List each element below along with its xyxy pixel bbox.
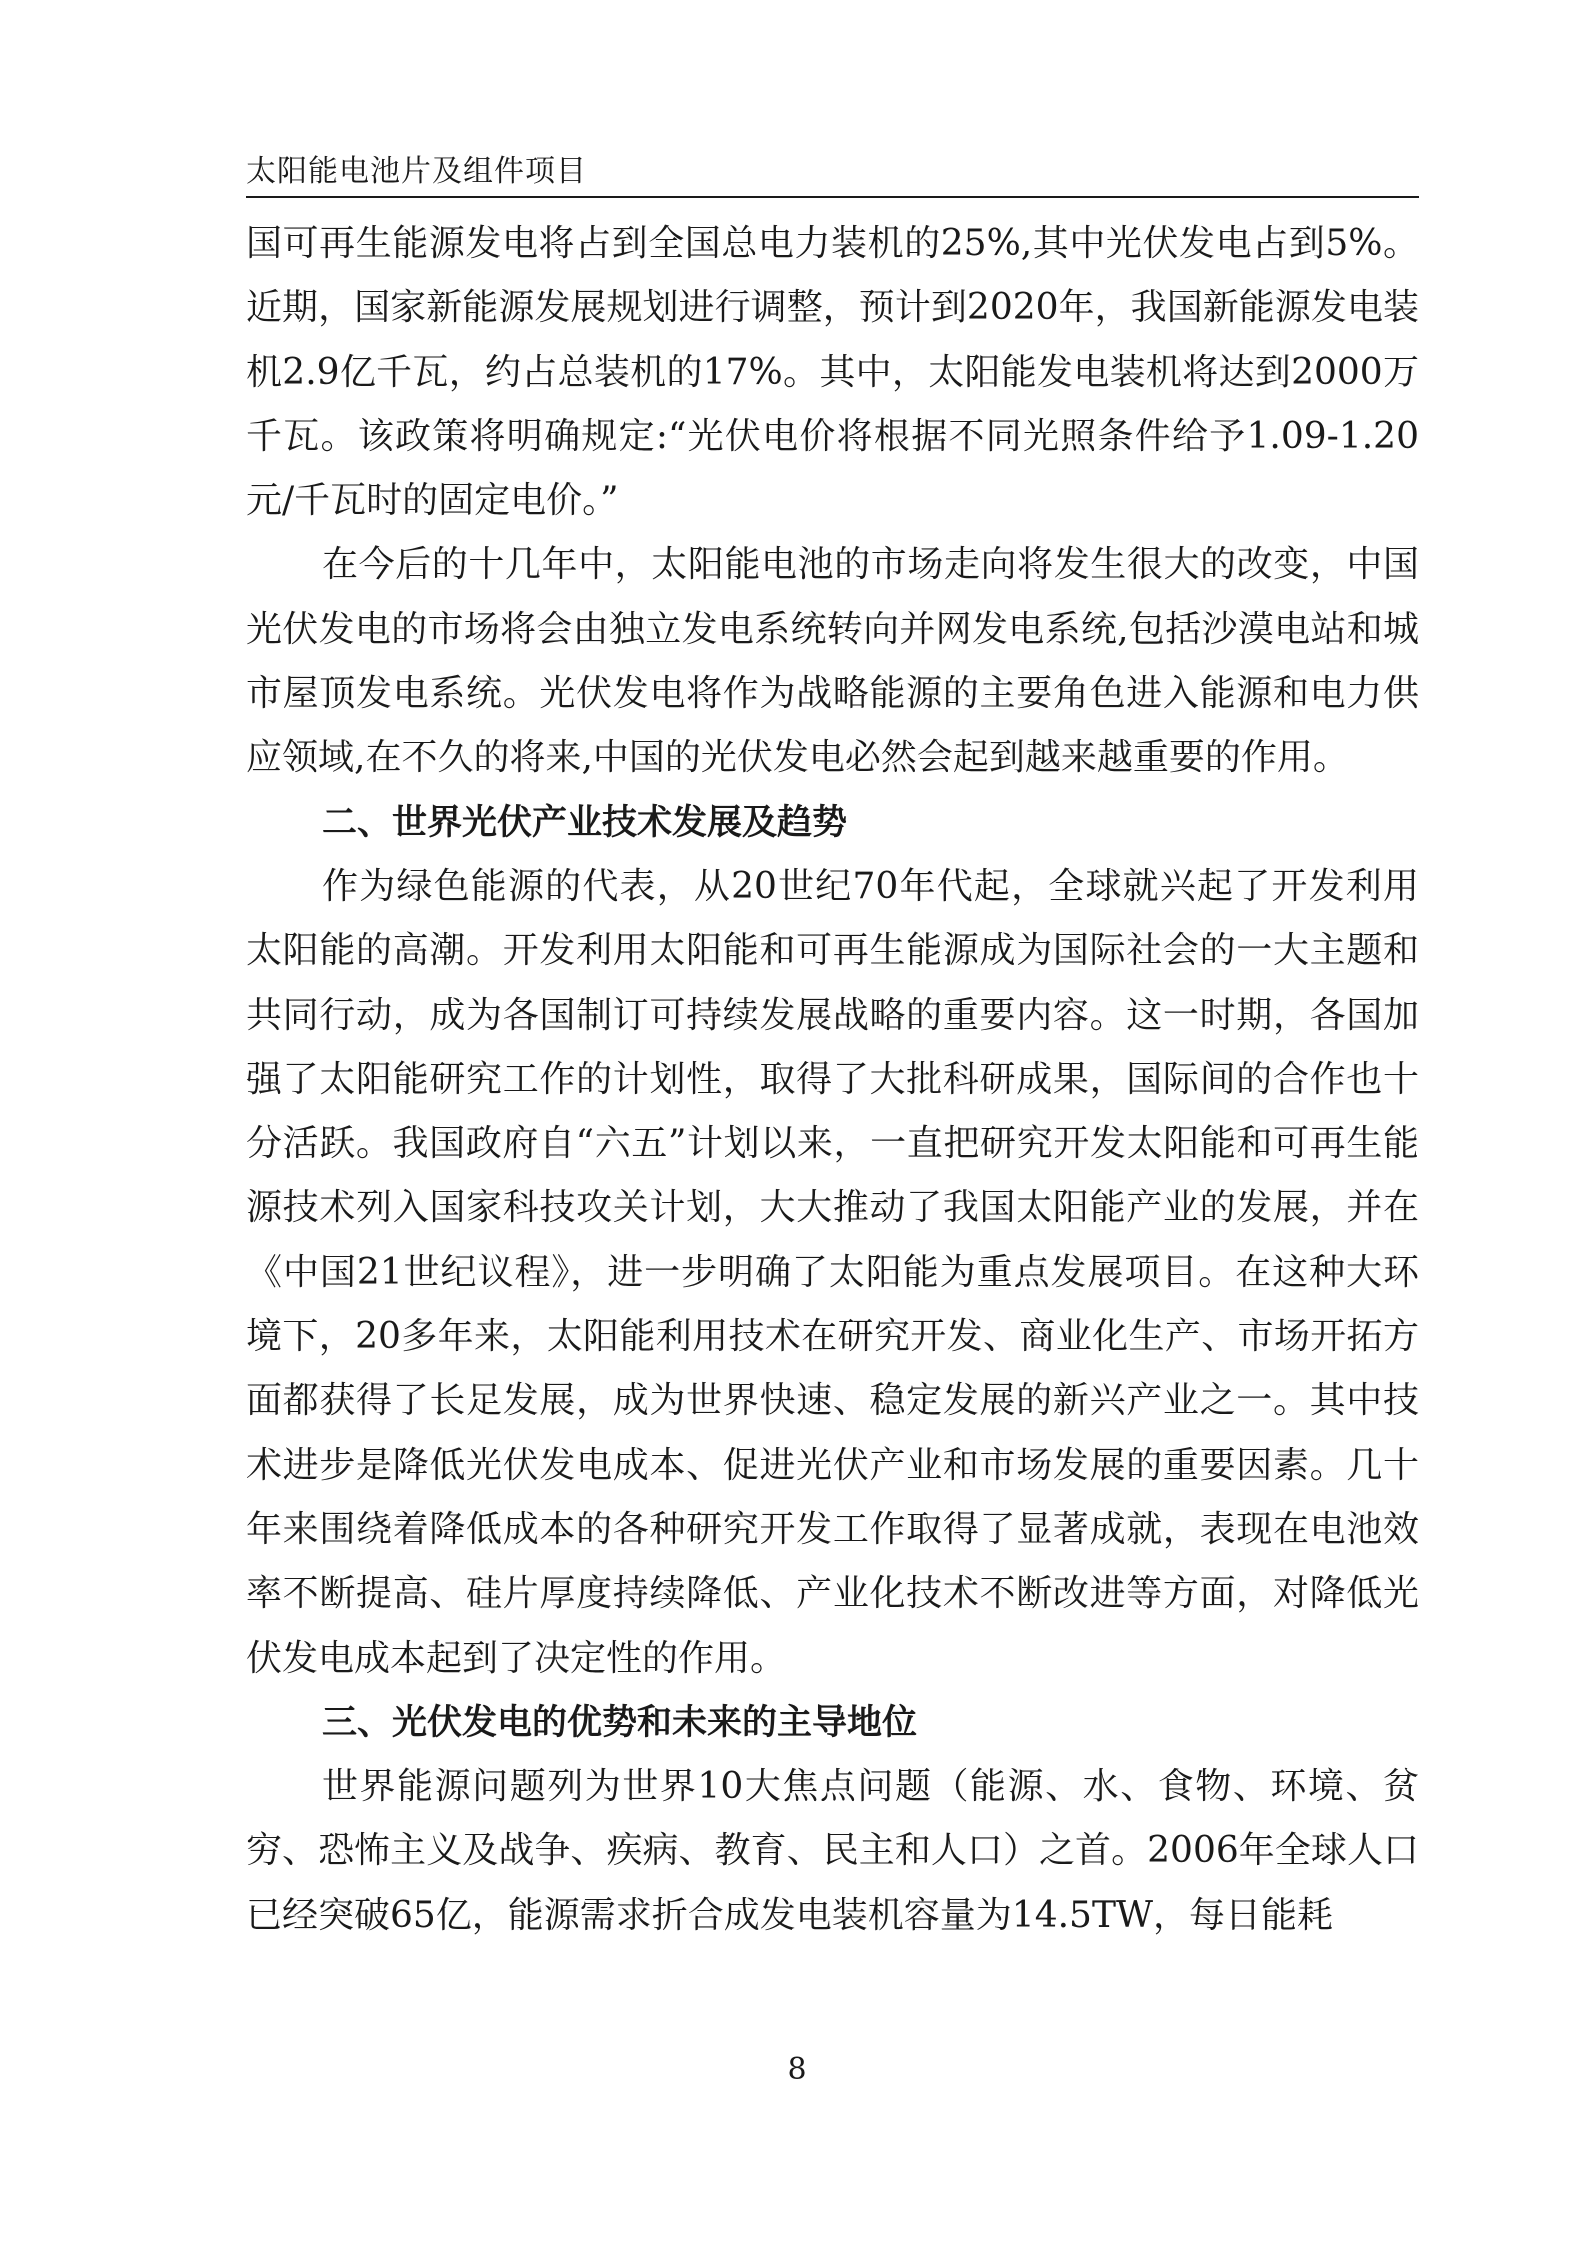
paragraph-continued: 国可再生能源发电将占到全国总电力装机的25%,其中光伏发电占到5%。近期，国家新能源发展规划进行调整，预计到2020年，我国新能源发电装机2.9亿千瓦，约占总装机的17%。其中，太阳能发电装机将达到2000万千瓦。该政策将明确规定:“光伏电价将根据不同光照条件给予1.09-1.20元/千瓦时的固定电价。” [246,223,1419,522]
paragraph-technology-development: 作为绿色能源的代表，从20世纪70年代起，全球就兴起了开发利用太阳能的高潮。开发利用太阳能和可再生能源成为国际社会的一大主题和共同行动，成为各国制订可持续发展战略的重要内容。这一时期，各国加强了太阳能研究工作的计划性，取得了大批科研成果，国际间的合作也十分活跃。我国政府自“六五”计划以来，一直把研究开发太阳能和可再生能源技术列入国家科技攻关计划，大大推动了我国太阳能产业的发展，并在《中国21世纪议程》，进一步明确了太阳能为重点发展项目。在这种大环境下，20多年来，太阳能利用技术在研究开发、商业化生产、市场开拓方面都获得了长足发展，成为世界快速、稳定发展的新兴产业之一。其中技术进步是降低光伏发电成本、促进光伏产业和市场发展的重要因素。几十年来围绕着降低成本的各种研究开发工作取得了显著成就，表现在电池效率不断提高、硅片厚度持续降低、产业化技术不断改进等方面，对降低光伏发电成本起到了决定性的作用。 [246,865,1419,1679]
section-heading-3: 三、光伏发电的优势和未来的主导地位 [322,1702,918,1743]
paragraph-market-outlook: 在今后的十几年中，太阳能电池的市场走向将发生很大的改变，中国光伏发电的市场将会由独立发电系统转向并网发电系统,包括沙漠电站和城市屋顶发电系统。光伏发电将作为战略能源的主要角色进入能源和电力供应领域,在不久的将来,中国的光伏发电必然会起到越来越重要的作用。 [246,544,1419,779]
document-body [246,212,1419,1948]
running-header: 太阳能电池片及组件项目 [246,154,587,189]
page-number: 8 [787,2052,807,2087]
section-heading-2: 二、世界光伏产业技术发展及趋势 [322,802,848,843]
paragraph-energy-problem: 世界能源问题列为世界10大焦点问题（能源、水、食物、环境、贫穷、恐怖主义及战争、疾病、教育、民主和人口）之首。2006年全球人口已经突破65亿，能源需求折合成发电装机容量为14.5TW，每日能耗 [246,1766,1419,1936]
header-divider [246,196,1419,198]
